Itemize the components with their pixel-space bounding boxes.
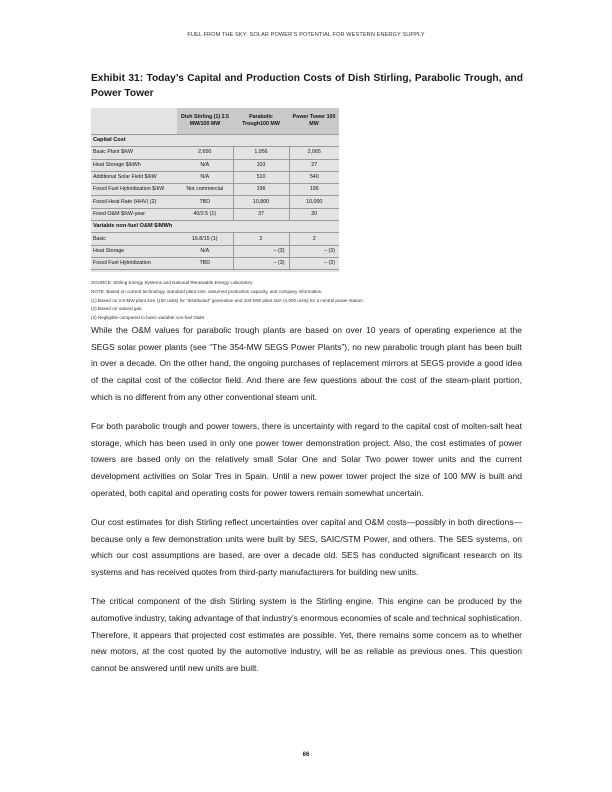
table-header-row xyxy=(91,108,339,135)
footnote: (2) Based on natural gas. xyxy=(91,306,143,312)
table-cell: 2 xyxy=(289,233,339,245)
table-section-title xyxy=(91,221,339,233)
exhibit-title: Exhibit 31: Today’s Capital and Production Costs of Dish Stirling, Parabolic Trough, and Power Tower xyxy=(91,73,523,99)
table-notes xyxy=(91,279,521,323)
table-section-title xyxy=(91,135,339,147)
cost-table xyxy=(91,108,339,270)
table-cell: TBD xyxy=(177,196,233,208)
row-label: Basic Plant $/kW xyxy=(91,147,177,159)
table-cell: 2 xyxy=(233,233,289,245)
table-row xyxy=(91,184,339,196)
table-cell: 510 xyxy=(233,171,289,183)
row-label: Heat Storage xyxy=(91,245,177,257)
footnote: (1) Based on 2.5-MW plant size (100 units) for “distributed” generation and 100-MW plant size (4,000 units) for a central power station. xyxy=(91,297,364,303)
row-label: Fossil Fuel Hybridization xyxy=(91,257,177,269)
section-label: Capital Cost xyxy=(91,135,339,147)
table-row xyxy=(91,233,339,245)
paragraph: While the O&M values for parabolic trough plants are based on over 10 years of operating experience at the SEGS solar power plants (see “The 354-MW SEGS Power Plants”), no new parabolic trough plant has been built in over a decade. On the other hand, the ongoing purchases of replacement mirrors at SEGS provide a good idea of the capital cost of the collector field. And there are few questions about the cost of the steam-plant portion, which is no different from any other conventional steam unit. xyxy=(91,325,522,402)
table-cell: 30 xyxy=(289,208,339,220)
paragraph: For both parabolic trough and power towers, there is uncertainty with regard to the capital cost of molten-salt heat storage, which has been used in only one power tower demonstration project. Also, the cost estimates of power towers are based only on the relatively small Solar One and Solar Two power tower units and the current development activities on Solar Tres in Spain. Until a new power tower project the size of 100 MW is built and operated, both capital and operating costs for power towers remain somewhat uncertain. xyxy=(91,421,522,498)
page-number: 66 xyxy=(302,752,310,758)
table-row xyxy=(91,208,339,220)
table-cell: 540 xyxy=(289,171,339,183)
table-cell: – (3) xyxy=(289,245,339,257)
row-label: Fossil Fuel Hybridization $/kW xyxy=(91,184,177,196)
row-label: Fixed O&M $/kW-year xyxy=(91,208,177,220)
table-cell: TBD xyxy=(177,257,233,269)
column-header: Parabolic Trough100 MW xyxy=(233,108,289,135)
cost-table-container xyxy=(91,108,339,272)
table-row xyxy=(91,257,339,269)
column-header xyxy=(91,108,177,135)
table-cell: 37 xyxy=(233,208,289,220)
table-row xyxy=(91,196,339,208)
footnote: (3) Negligible compared to basic variable non-fuel O&M. xyxy=(91,315,206,321)
table-cell: Not commercial xyxy=(177,184,233,196)
table-cell: – (3) xyxy=(289,257,339,269)
table-row xyxy=(91,171,339,183)
column-header: Dish Stirling (1) 2.5 MW/100 MW xyxy=(177,108,233,135)
table-row xyxy=(91,245,339,257)
source-note: SOURCE: Stirling Energy Systems and National Renewable Energy Laboratory xyxy=(91,280,253,285)
general-note: NOTE: Based on current technology, standard plant size, assumed production capacity, and company information. xyxy=(91,288,323,294)
table-cell: – (3) xyxy=(233,245,289,257)
row-label: Additional Solar Field $/kW xyxy=(91,171,177,183)
row-label: Basic xyxy=(91,233,177,245)
table-row xyxy=(91,147,339,159)
section-label: Variable non-fuel O&M $/MWh xyxy=(91,221,339,233)
paragraph: The critical component of the dish Stirling system is the Stirling engine. This engine can be produced by the automotive industry, taking advantage of that industry’s enormous economies of scale and technical sophistication. Therefore, it appears that projected cost estimates are possible. Yet, there remains some concern as to whether new motors, at the cost quoted by the automotive industry, will be as reliable as previous ones. This question cannot be answered until new units are built. xyxy=(91,596,522,674)
table-cell: 10,000 xyxy=(289,196,339,208)
table-cell: 2,065 xyxy=(289,147,339,159)
table-cell: N/A xyxy=(177,245,233,257)
body-text xyxy=(91,322,522,689)
table-cell: 27 xyxy=(289,159,339,171)
paragraph: Our cost estimates for dish Stirling reflect uncertainties over capital and O&M costs—possibly in both directions—because only a few demonstration units were built by SES, SAIC/STM Power, and others. The SES systems, on which our cost assumptions are based, are over a decade old. SES has conducted significant research on its systems and has received quotes from third-party manufacturers for building new units. xyxy=(91,517,522,578)
table-cell: 16.8/15 (1) xyxy=(177,233,233,245)
column-header: Power Tower 100 MW xyxy=(289,108,339,135)
table-cell: 196 xyxy=(233,184,289,196)
table-cell: N/A xyxy=(177,159,233,171)
row-label: Heat Storage $/kWh xyxy=(91,159,177,171)
table-row xyxy=(91,159,339,171)
row-label: Fossil Heat Rate (HHV) (2) xyxy=(91,196,177,208)
table-cell: 196 xyxy=(289,184,339,196)
table-cell: 1,956 xyxy=(233,147,289,159)
table-cell: N/A xyxy=(177,171,233,183)
table-cell: 2,650 xyxy=(177,147,233,159)
running-header: FUEL FROM THE SKY: SOLAR POWER’S POTENTIAL FOR WESTERN ENERGY SUPPLY xyxy=(187,32,425,38)
table-cell: – (3) xyxy=(233,257,289,269)
table-cell: 10,800 xyxy=(233,196,289,208)
table-cell: 103 xyxy=(233,159,289,171)
table-cell: 40/2.5 (1) xyxy=(177,208,233,220)
